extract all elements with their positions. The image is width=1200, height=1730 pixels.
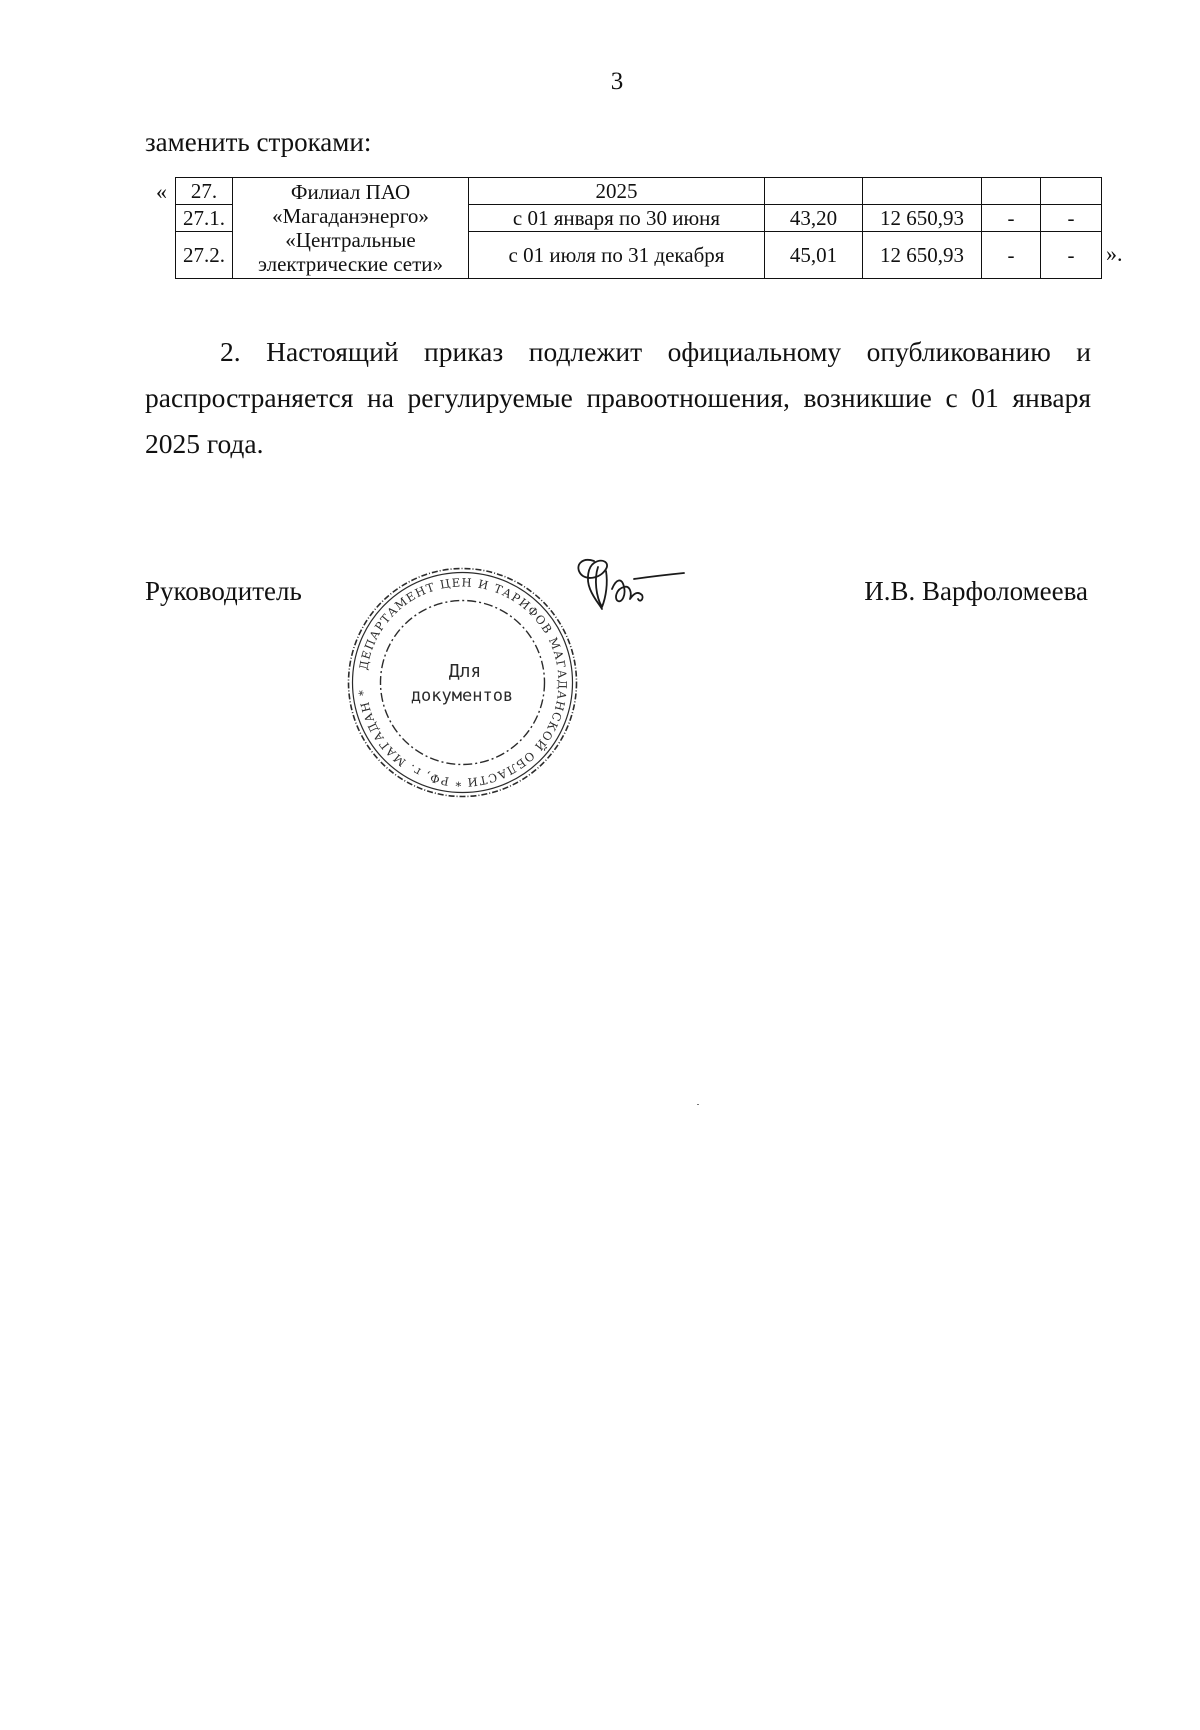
table-close-quote: ». bbox=[1106, 241, 1123, 266]
signatory-name: И.В. Варфоломеева bbox=[864, 576, 1088, 606]
page-number: 3 bbox=[610, 68, 624, 95]
official-stamp bbox=[345, 565, 580, 800]
dash-cell: - bbox=[982, 232, 1041, 279]
signatory-title: Руководитель bbox=[145, 576, 302, 606]
scan-speck bbox=[697, 1104, 699, 1105]
value-cell: 12 650,93 bbox=[863, 205, 982, 232]
stamp-center-line2: документов bbox=[410, 686, 514, 706]
rate-cell: 45,01 bbox=[765, 232, 863, 279]
intro-text: заменить строками: bbox=[145, 127, 372, 157]
empty-cell bbox=[765, 178, 863, 205]
empty-cell bbox=[982, 178, 1041, 205]
row-number-cell: 27.1. bbox=[176, 205, 233, 232]
row-number-cell: 27. bbox=[176, 178, 233, 205]
rates-table bbox=[175, 177, 1102, 279]
stamp-ring-text bbox=[356, 575, 570, 789]
organization-name-line: «Центральные bbox=[285, 228, 416, 252]
period-cell: с 01 июля по 31 декабря bbox=[469, 232, 765, 279]
empty-cell bbox=[1041, 178, 1102, 205]
dash-cell: - bbox=[982, 205, 1041, 232]
paragraph-text: 2. Настоящий приказ подлежит официальному опубликованию и распространяется на регулируемые правоотношения, возникшие с 01 января 2025 года. bbox=[145, 336, 1091, 459]
rate-cell: 43,20 bbox=[765, 205, 863, 232]
year-cell: 2025 bbox=[469, 178, 765, 205]
table-open-quote: « bbox=[156, 179, 167, 204]
dash-cell: - bbox=[1041, 232, 1102, 279]
organization-name-line: Филиал ПАО bbox=[290, 180, 411, 204]
stamp-center-line1: Для bbox=[448, 661, 482, 682]
handwritten-signature bbox=[572, 553, 687, 615]
value-cell: 12 650,93 bbox=[863, 232, 982, 279]
dash-cell: - bbox=[1041, 205, 1102, 232]
table-row bbox=[176, 178, 1102, 205]
period-cell: с 01 января по 30 июня bbox=[469, 205, 765, 232]
stamp-ring-path: ДЕПАРТАМЕНТ ЦЕН И ТАРИФОВ МАГАДАНСКОЙ ОБЛАСТИ * РФ, г. МАГАДАН * bbox=[355, 575, 570, 790]
body-paragraph bbox=[145, 329, 1091, 467]
organization-name-line: «Магаданэнерго» bbox=[272, 204, 429, 228]
row-number-cell: 27.2. bbox=[176, 232, 233, 279]
organization-name-cell bbox=[233, 178, 469, 279]
empty-cell bbox=[863, 178, 982, 205]
organization-name-line: электрические сети» bbox=[257, 252, 444, 276]
